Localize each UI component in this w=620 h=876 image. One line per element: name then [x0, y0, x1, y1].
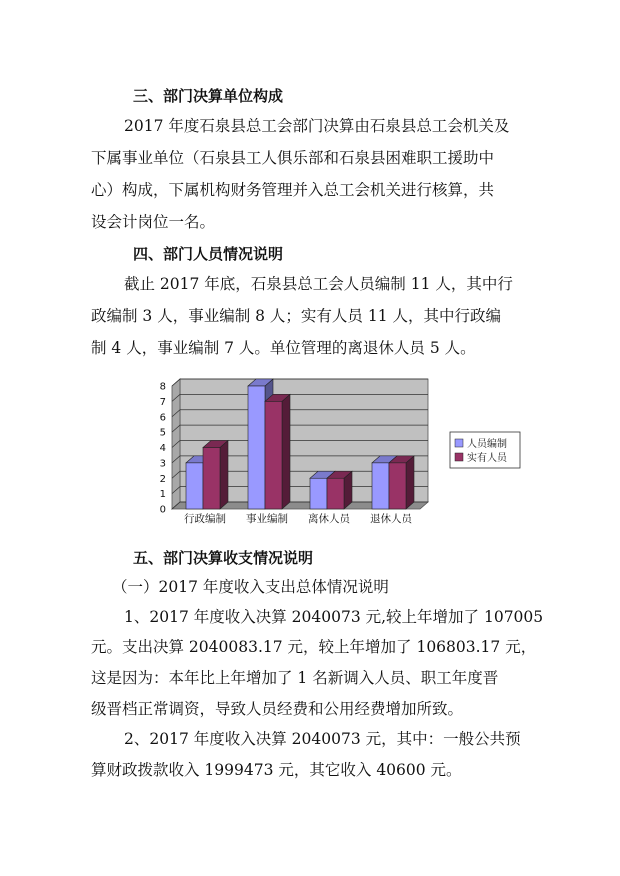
section-5-line-3: 这是因为：本年比上年增加了 1 名新调入人员、职工年度晋	[91, 669, 499, 687]
section-5-heading: 五、部门决算收支情况说明	[133, 549, 314, 567]
y-tick-label: 6	[159, 412, 166, 424]
section-5-line-1: 1、2017 年度收入决算 2040073 元,较上年增加了 107005	[124, 608, 544, 626]
section-3-line-1: 2017 年度石泉县总工会部门决算由石泉县总工会机关及	[124, 117, 510, 135]
legend-label: 实有人员	[467, 453, 507, 464]
category-label: 事业编制	[246, 513, 288, 525]
section-4-line-3: 制 4 人，事业编制 7 人。单位管理的离退休人员 5 人。	[91, 339, 476, 357]
section-4-line-2: 政编制 3 人，事业编制 8 人；实有人员 11 人，其中行政编	[91, 307, 502, 325]
section-3-line-2: 下属事业单位（石泉县工人俱乐部和石泉县困难职工援助中	[91, 149, 495, 167]
bar-side	[282, 394, 290, 509]
y-tick-label: 4	[159, 443, 166, 454]
section-5-line-5: 2、2017 年度收入决算 2040073 元，其中：一般公共预	[124, 730, 521, 748]
section-3-line-4: 设会计岗位一名。	[91, 213, 216, 231]
y-tick-label: 3	[159, 458, 166, 470]
y-tick-label: 5	[159, 427, 166, 439]
section-3-heading: 三、部门决算单位构成	[133, 87, 284, 105]
section-5-line-4: 级晋档正常调资，导致人员经费和公用经费增加所致。	[91, 700, 464, 718]
bar-actual-staff	[203, 448, 220, 510]
bar-actual-staff	[389, 463, 406, 509]
chart-svg	[150, 372, 530, 527]
bar-staffing-quota	[310, 478, 327, 509]
bar-actual-staff	[265, 401, 282, 509]
bar-side	[406, 456, 414, 509]
staffing-bar-chart	[150, 372, 530, 527]
section-4-heading: 四、部门人员情况说明	[133, 245, 284, 263]
bar-staffing-quota	[186, 463, 203, 509]
section-3-line-3: 心）构成，下属机构财务管理并入总工会机关进行核算，共	[91, 181, 495, 199]
section-4-line-1: 截止 2017 年底，石泉县总工会人员编制 11 人，其中行	[124, 275, 513, 293]
y-tick-label: 0	[159, 504, 166, 516]
category-label: 离休人员	[308, 513, 350, 525]
y-tick-label: 8	[159, 381, 166, 393]
y-tick-label: 2	[159, 473, 166, 485]
section-5-subheading: （一）2017 年度收入支出总体情况说明	[112, 578, 389, 596]
bar-staffing-quota	[248, 386, 265, 509]
category-label: 行政编制	[184, 513, 226, 525]
bar-actual-staff	[327, 478, 344, 509]
legend-swatch	[455, 439, 463, 447]
bar-side	[220, 441, 228, 510]
section-5-line-2: 元。支出决算 2040083.17 元，较上年增加了 106803.17 元，	[91, 638, 537, 656]
y-tick-label: 1	[159, 489, 166, 501]
y-tick-label: 7	[159, 396, 166, 408]
legend-label: 人员编制	[467, 439, 507, 450]
bar-staffing-quota	[372, 463, 389, 509]
legend-swatch	[455, 453, 463, 461]
category-label: 退休人员	[370, 513, 412, 525]
section-5-line-6: 算财政拨款收入 1999473 元，其它收入 40600 元。	[91, 761, 462, 779]
